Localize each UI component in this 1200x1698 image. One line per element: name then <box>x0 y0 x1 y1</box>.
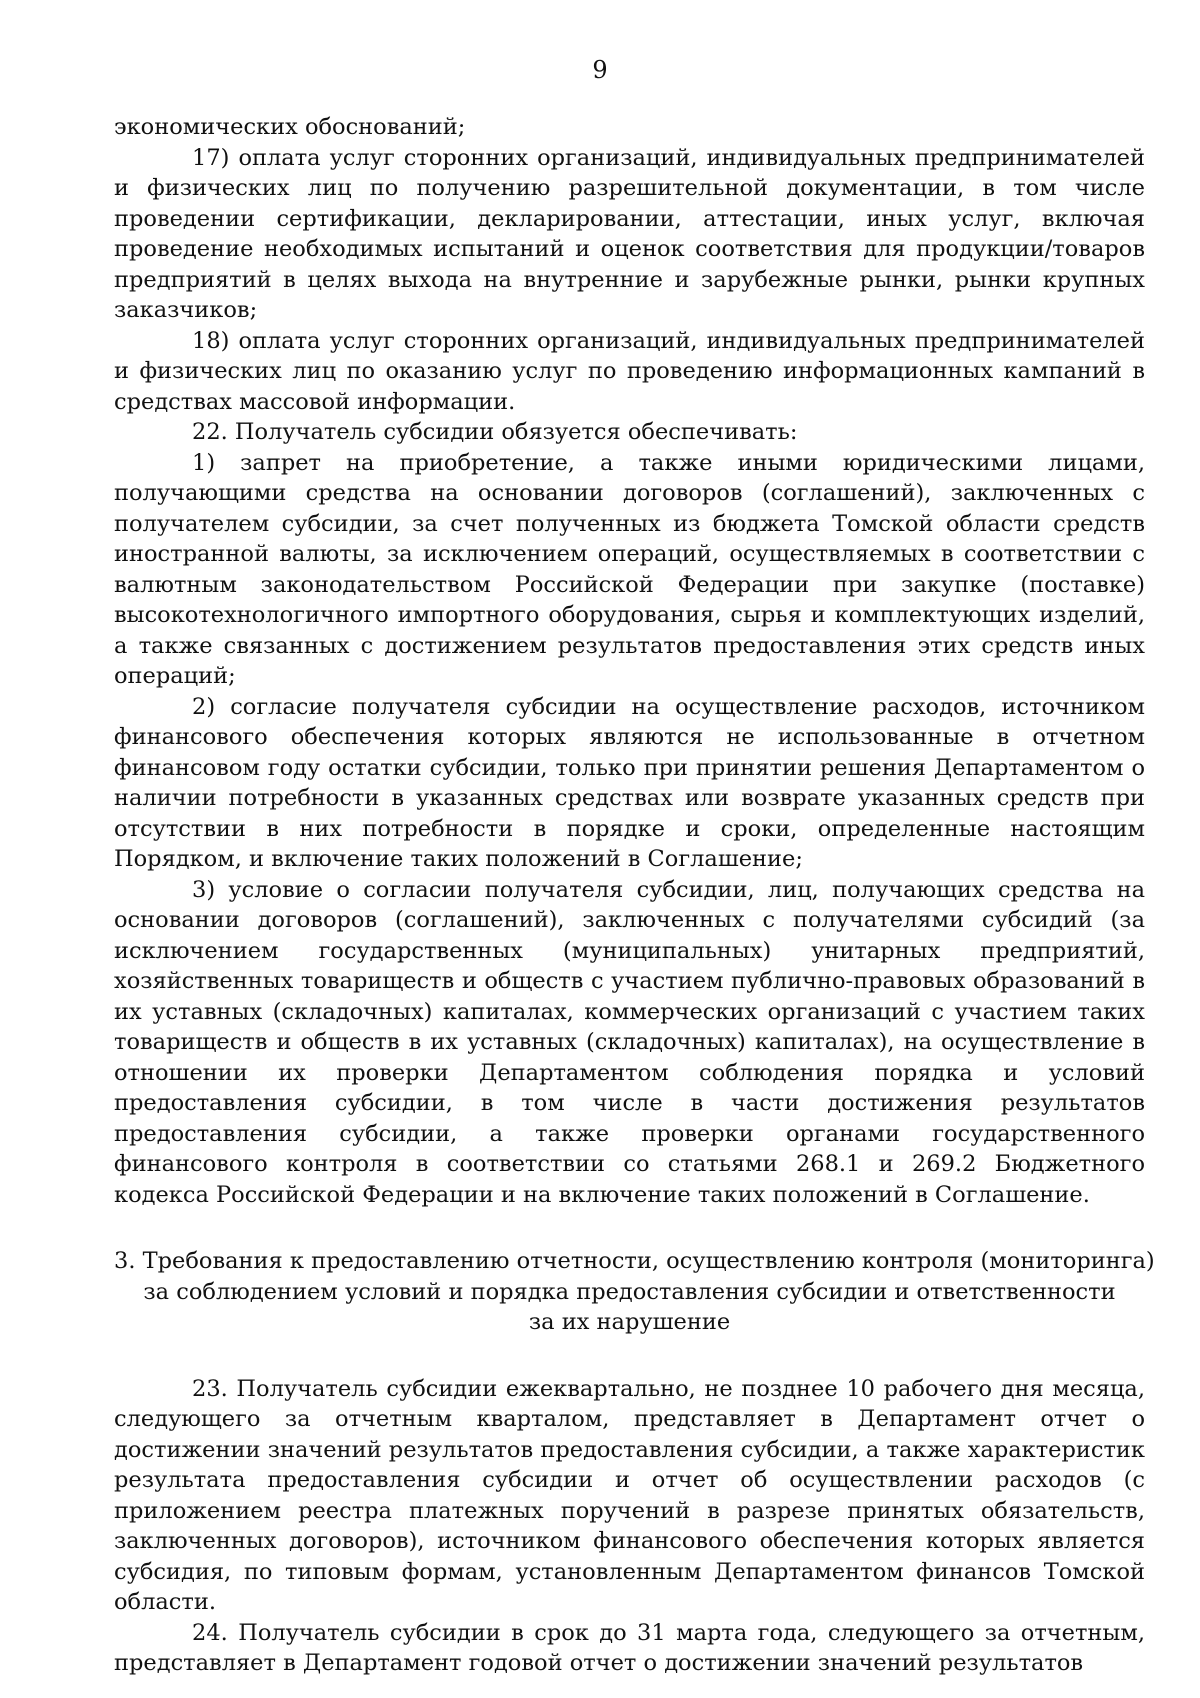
page-number: 9 <box>592 56 608 84</box>
paragraph-clause-22-item-2: 2) согласие получателя субсидии на осуществление расходов, источником финансового обеспечения которых являются не использованные в отчетном финансовом году остатки субсидии, только при принятии решения Департаментом о наличии потребности в указанных средствах или возврате указанных средств при отсутствии в них потребности в порядке и сроки, определенные настоящим Порядком, и включение таких положений в Соглашение; <box>114 693 1145 872</box>
paragraph-item-18: 18) оплата услуг сторонних организаций, индивидуальных предпринимателей и физических лиц по оказанию услуг по проведению информационных кампаний в средствах массовой информации. <box>114 327 1145 415</box>
paragraph-clause-22: 22. Получатель субсидии обязуется обеспечивать: <box>192 419 798 445</box>
section-heading-line: за их нарушение <box>528 1309 731 1335</box>
paragraph-clause-24: 24. Получатель субсидии в срок до 31 марта года, следующего за отчетным, представляет в Департамент годовой отчет о достижении значений результатов <box>114 1619 1145 1676</box>
document-body <box>114 112 1155 1679</box>
paragraph-clause-22-item-1: 1) запрет на приобретение, а также иными юридическими лицами, получающими средства на основании договоров (соглашений), заключенных с получателем субсидии, за счет полученных из бюджета Томской области средств иностранной валюты, за исключением операций, осуществляемых в соответствии с валютным законодательством Российской Федерации при закупке (поставке) высокотехнологичного импортного оборудования, сырья и комплектующих изделий, а также связанных с достижением результатов предоставления этих средств иных операций; <box>114 449 1145 689</box>
section-heading-line: 3. Требования к предоставлению отчетности, осуществлению контроля (мониторинга) <box>114 1248 1155 1274</box>
paragraph-item-17: 17) оплата услуг сторонних организаций, индивидуальных предпринимателей и физических лиц по получению разрешительной документации, в том числе проведении сертификации, декларировании, аттестации, иных услуг, включая проведение необходимых испытаний и оценок соответствия для продукции/товаров предприятий в целях выхода на внутренние и зарубежные рынки, рынки крупных заказчиков; <box>114 144 1145 323</box>
paragraph-continuation: экономических обоснований; <box>114 114 466 140</box>
paragraph-clause-22-item-3: 3) условие о согласии получателя субсидии, лиц, получающих средства на основании договоров (соглашений), заключенных с получателями субсидий (за исключением государственных (муниципальных) унитарных предприятий, хозяйственных товариществ и обществ с участием публично-правовых образований в их уставных (складочных) капиталах, коммерческих организаций с участием таких товариществ и обществ в их уставных (складочных) капиталах), на осуществление в отношении их проверки Департаментом соблюдения порядка и условий предоставления субсидии, в том числе в части достижения результатов предоставления субсидии, а также проверки органами государственного финансового контроля в соответствии со статьями 268.1 и 269.2 Бюджетного кодекса Российской Федерации и на включение таких положений в Соглашение. <box>114 876 1145 1208</box>
section-heading-line: за соблюдением условий и порядка предоставления субсидии и ответственности <box>143 1278 1116 1305</box>
paragraph-clause-23: 23. Получатель субсидии ежеквартально, не позднее 10 рабочего дня месяца, следующего за отчетным кварталом, представляет в Департамент отчет о достижении значений результатов предоставления субсидии, а также характеристик результата предоставления субсидии и отчет об осуществлении расходов (с приложением реестра платежных поручений в разрезе принятых обязательств, заключенных договоров), источником финансового обеспечения которых является субсидия, по типовым формам, установленным Департаментом финансов Томской области. <box>114 1375 1145 1615</box>
section-heading <box>114 1246 1155 1338</box>
